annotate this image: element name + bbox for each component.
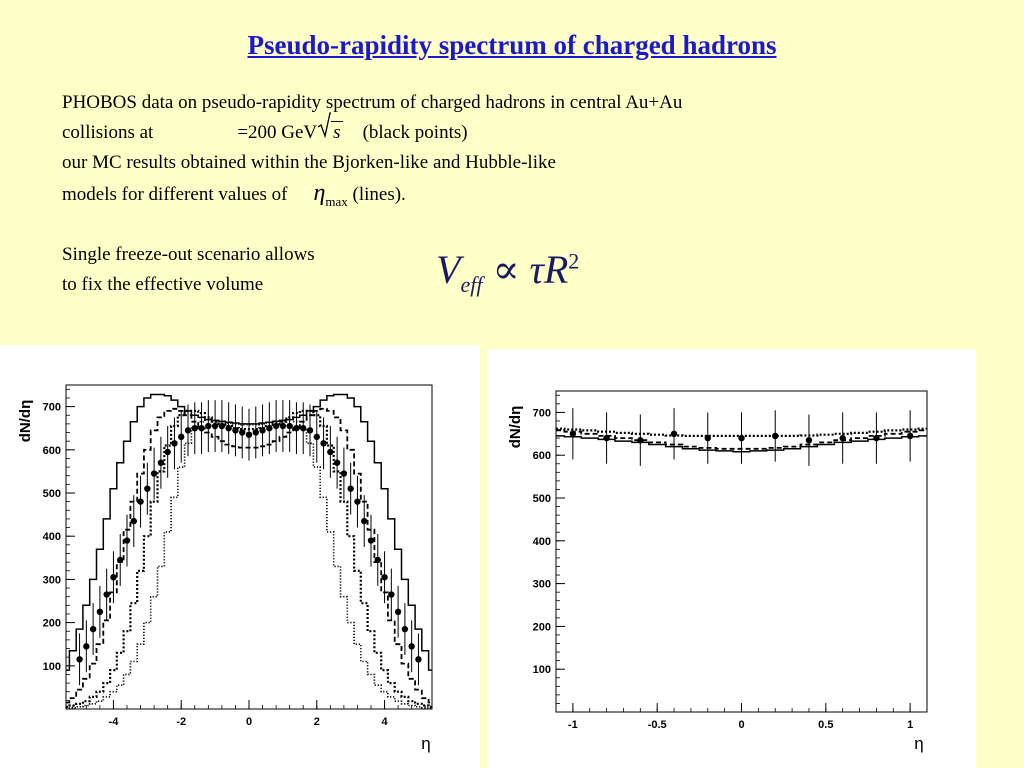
chart-midrapidity [487, 349, 976, 768]
freezeout-text [62, 240, 315, 300]
data-point [158, 460, 164, 466]
x-tick-label: -1 [567, 719, 578, 731]
text-line-2b: =200 GeV [237, 122, 318, 143]
data-point [293, 425, 299, 431]
text-line-2 [62, 118, 682, 148]
text-line-2c: (black points) [362, 122, 468, 143]
volume-formula: $V_{eff} \propto \tau R^2$ [436, 247, 580, 297]
data-point [164, 449, 170, 455]
data-point [97, 609, 103, 615]
data-point [354, 498, 360, 504]
data-point [205, 423, 211, 429]
data-point [253, 429, 259, 435]
data-point [151, 470, 157, 476]
chart-full-range [0, 345, 480, 768]
text-line-3: our MC results obtained within the Bjorken-like and Hubble-like [62, 152, 556, 173]
chart-panel-midrapidity [487, 349, 976, 768]
sqrt-s-symbol: s [317, 118, 342, 148]
y-tick-label: 700 [532, 407, 551, 420]
data-point [361, 518, 367, 524]
eta-max-symbol: $\eta_{max}$ [313, 180, 348, 209]
data-point [144, 485, 150, 491]
y-tick-label: 500 [532, 493, 551, 505]
y-axis-label: dN/dη [507, 405, 524, 449]
text-line-5: Single freeze-out scenario allows [62, 244, 315, 265]
data-point [570, 431, 576, 437]
x-axis-label: η [421, 734, 431, 753]
y-tick-label: 400 [532, 535, 551, 548]
data-point [171, 440, 177, 446]
y-tick-label: 100 [532, 664, 551, 677]
y-tick-label: 200 [42, 617, 61, 630]
x-tick-label: 0 [245, 716, 253, 728]
data-point [273, 423, 279, 429]
data-point [603, 435, 609, 441]
text-line-4a: models for different values of [62, 184, 288, 205]
y-tick-label: 400 [42, 531, 61, 544]
data-point [117, 557, 123, 563]
x-tick-label: 0.5 [818, 719, 834, 731]
data-point [192, 425, 198, 431]
y-tick-label: 600 [532, 450, 551, 463]
y-tick-label: 100 [42, 660, 61, 673]
description-text [62, 88, 682, 217]
y-tick-label: 600 [42, 444, 61, 457]
x-tick-label: -0.5 [647, 719, 667, 731]
data-point [320, 440, 326, 446]
data-point [90, 626, 96, 632]
data-point [347, 485, 353, 491]
data-point [341, 470, 347, 476]
data-point [806, 437, 812, 443]
x-axis-label: η [914, 734, 924, 753]
data-point [300, 425, 306, 431]
y-tick-label: 200 [532, 621, 551, 634]
y-tick-label: 700 [42, 401, 61, 414]
text-line-1: PHOBOS data on pseudo-rapidity spectrum of charged hadrons in central Au+Au [62, 92, 683, 113]
data-point [219, 423, 225, 429]
data-point [873, 435, 879, 441]
data-point [178, 434, 184, 440]
data-point [637, 437, 643, 443]
data-point [705, 435, 711, 441]
data-point [131, 518, 137, 524]
data-point [185, 427, 191, 433]
x-tick-label: 4 [381, 716, 388, 728]
data-point [388, 591, 394, 597]
data-point [907, 433, 913, 439]
data-point [408, 643, 414, 649]
data-point [259, 427, 265, 433]
data-point [83, 643, 89, 649]
data-point [375, 557, 381, 563]
data-point [76, 656, 82, 662]
data-point [124, 537, 130, 543]
text-line-4 [62, 178, 682, 217]
x-tick-label: 2 [313, 716, 320, 728]
data-point [395, 609, 401, 615]
x-tick-label: 0 [738, 719, 745, 731]
x-tick-label: 1 [907, 719, 914, 731]
data-point [239, 429, 245, 435]
slide-title: Pseudo-rapidity spectrum of charged hadrons [247, 30, 777, 60]
data-point [246, 431, 252, 437]
data-point [266, 425, 272, 431]
data-point [110, 574, 116, 580]
data-point [280, 423, 286, 429]
data-point [327, 449, 333, 455]
data-point [839, 435, 845, 441]
x-tick-label: -4 [108, 716, 119, 728]
y-axis-label: dN/dη [17, 399, 34, 443]
data-point [198, 425, 204, 431]
text-line-4b: (lines). [352, 184, 406, 205]
data-point [368, 537, 374, 543]
data-point [103, 591, 109, 597]
data-point [671, 431, 677, 437]
data-point [225, 425, 231, 431]
text-line-6: to fix the effective volume [62, 274, 264, 295]
data-point [314, 434, 320, 440]
data-point [381, 574, 387, 580]
chart-panel-full-range [0, 345, 480, 768]
data-point [307, 427, 313, 433]
y-tick-label: 300 [42, 574, 61, 587]
data-point [334, 460, 340, 466]
data-point [772, 433, 778, 439]
y-tick-label: 300 [532, 578, 551, 591]
data-point [232, 427, 238, 433]
data-point [286, 423, 292, 429]
data-point [402, 626, 408, 632]
data-point [738, 435, 744, 441]
data-point [415, 656, 421, 662]
y-tick-label: 500 [42, 488, 61, 500]
text-line-2a: collisions at [62, 122, 154, 143]
x-tick-label: -2 [176, 716, 187, 728]
data-point [137, 498, 143, 504]
data-point [212, 423, 218, 429]
